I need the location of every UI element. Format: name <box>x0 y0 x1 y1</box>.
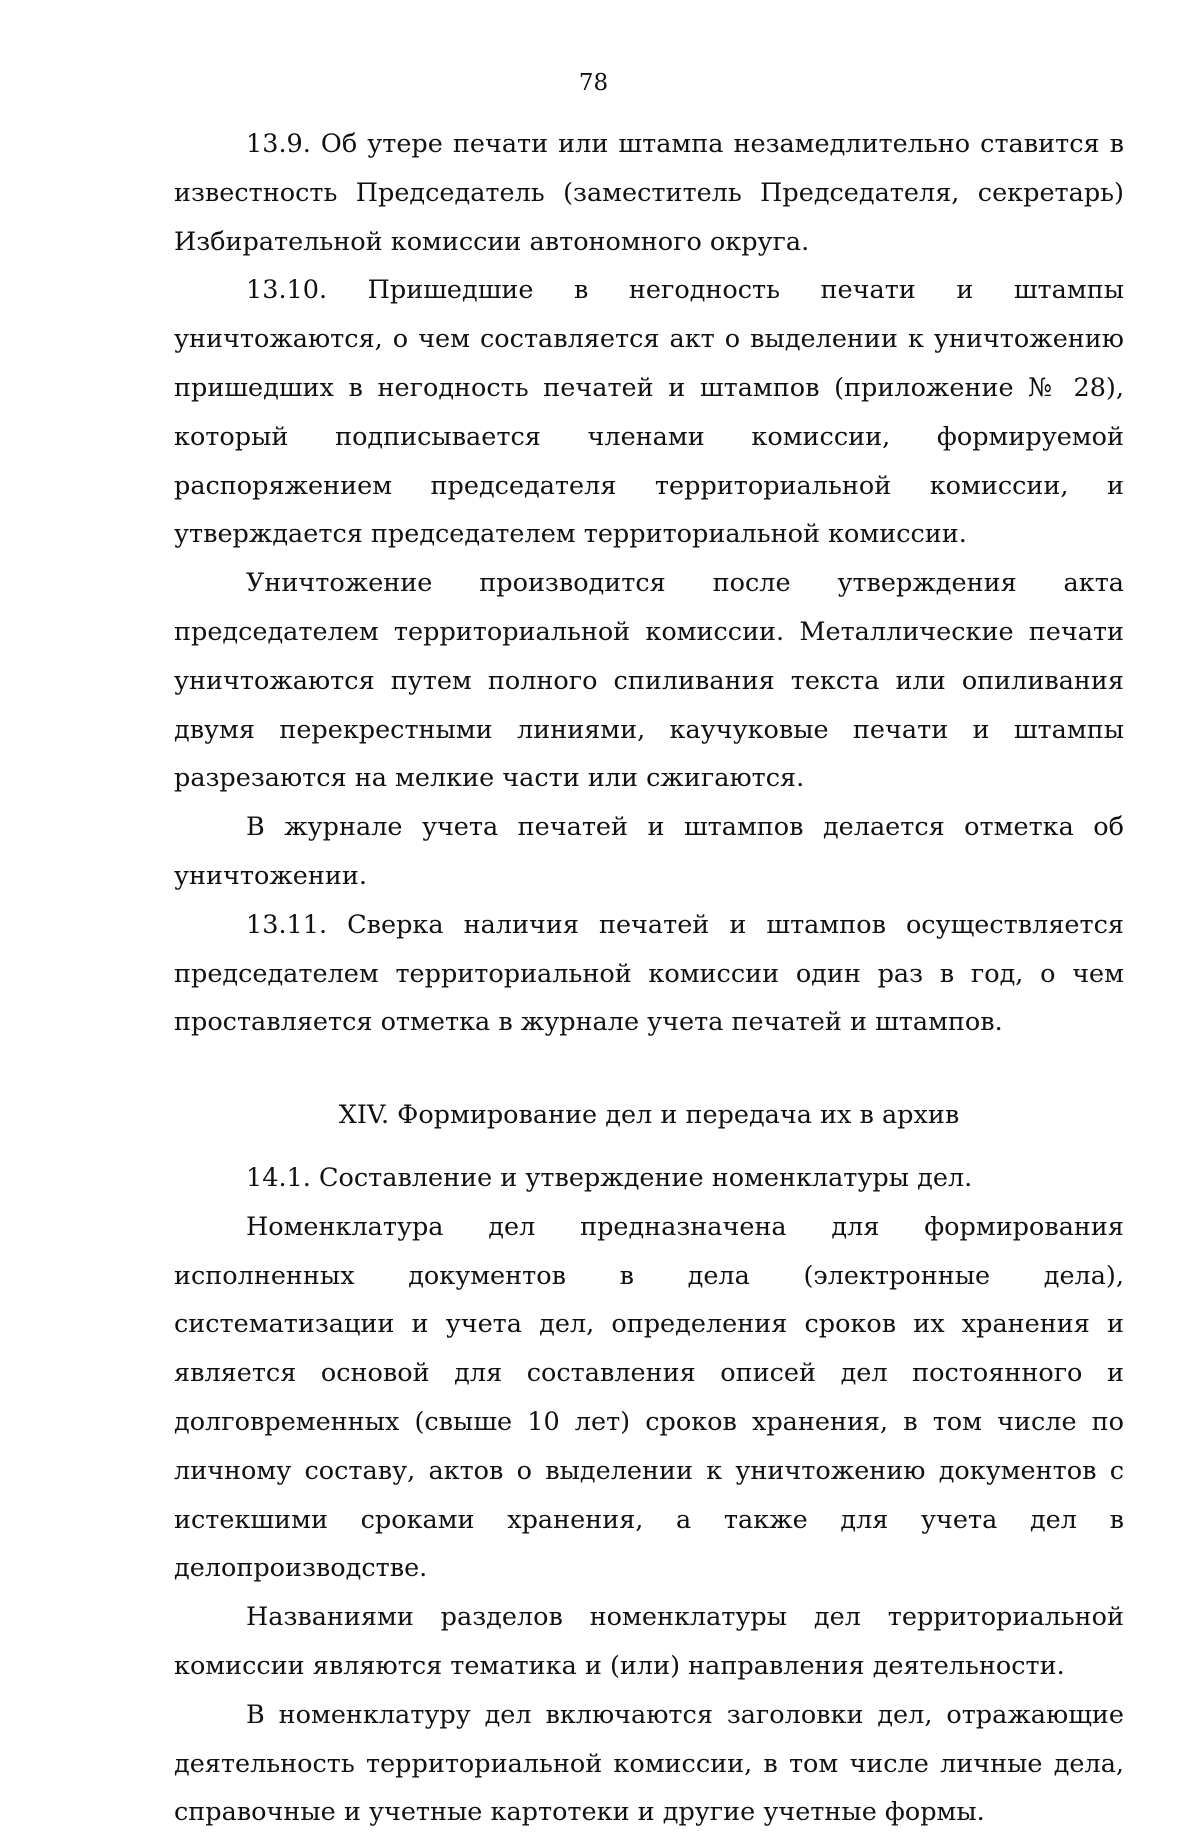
paragraph-included-headings: В номенклатуру дел включаются заголовки дел, отражающие деятельность территориальной комиссии, в том числе личные дела, справочные и учетные картотеки и другие учетные формы. <box>174 1699 1124 1828</box>
paragraph-13-10: 13.10. Пришедшие в негодность печати и штампы уничтожаются, о чем составляется акт о выделении к уничтожению пришедших в негодность печатей и штампов (приложение № 28), который подписывается членами комиссии, формируемой распоряжением председателя территориальной комиссии, и утверждается председателем территориальной комиссии. <box>174 275 1124 550</box>
paragraph-13-9: 13.9. Об утере печати или штампа незамедлительно ставится в известность Председатель (заместитель Председателя, секретарь) Избирательной комиссии автономного округа. <box>174 129 1124 257</box>
paragraph-section-names: Названиями разделов номенклатуры дел территориальной комиссии являются тематика и (или) направления деятельности. <box>174 1602 1124 1681</box>
paragraph-13-11: 13.11. Сверка наличия печатей и штампов осуществляется председателем территориальной комиссии один раз в год, о чем проставляется отметка в журнале учета печатей и штампов. <box>174 909 1124 1038</box>
page-number: 78 <box>578 70 609 96</box>
paragraph-nomenclature-purpose: Номенклатура дел предназначена для формирования исполненных документов в дела (электронные дела), систематизации и учета дел, определения сроков их хранения и является основой для составления описей дел постоянного и долговременных (свыше 10 лет) сроков хранения, в том числе по личному составу, актов о выделении к уничтожению документов с истекшими сроками хранения, а также для учета дел в делопроизводстве. <box>174 1211 1124 1584</box>
paragraph-destruction: Уничтожение производится после утверждения акта председателем территориальной комиссии. Металлические печати уничтожаются путем полного спиливания текста или опиливания двумя перекрестными линиями, каучуковые печати и штампы разрезаются на мелкие части или сжигаются. <box>174 568 1124 794</box>
section-heading: XIV. Формирование дел и передача их в архив <box>338 1100 960 1131</box>
document-body <box>174 120 1124 1837</box>
paragraph-14-1: 14.1. Составление и утверждение номенклатуры дел. <box>246 1162 973 1193</box>
paragraph-journal-note: В журнале учета печатей и штампов делается отметка об уничтожении. <box>174 812 1124 891</box>
